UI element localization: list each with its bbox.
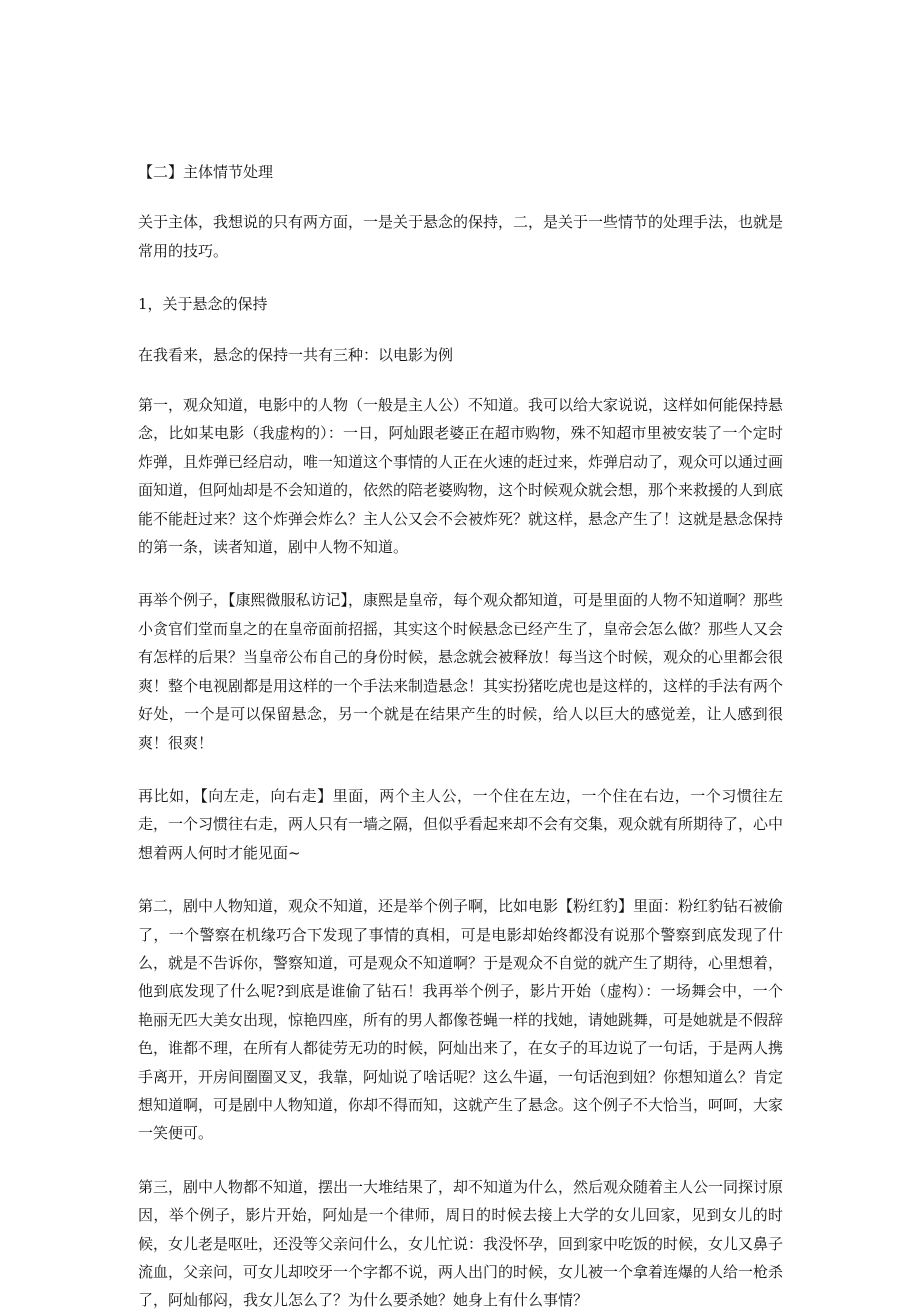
paragraph-first-type: 第一，观众知道，电影中的人物（一般是主人公）不知道。我可以给大家说说，这样如何能保持悬念，比如某电影（我虚构的）：一日，阿灿跟老婆正在超市购物，殊不知超市里被安装了一个定时炸弹，且炸弹已经启动，唯一知道这个事情的人正在火速的赶过来，炸弹启动了，观众可以通过画面知道，但阿灿却是不会知道的，依然的陪老婆购物，这个时候观众就会想，那个来救援的人到底能不能赶过来？这个炸弹会炸么？主人公又会不会被炸死？就这样，悬念产生了！这就是悬念保持的第一条，读者知道，剧中人物不知道。	[138, 396, 784, 557]
section-heading: 【二】主体情节处理	[138, 163, 274, 181]
subsection-title: 1，关于悬念的保持	[138, 295, 268, 314]
lead-paragraph: 在我看来，悬念的保持一共有三种：以电影为例	[138, 345, 454, 364]
paragraph-left-right-example: 再比如，【向左走，向右走】里面，两个主人公，一个住在左边，一个住在右边，一个习惯往左走，一个习惯往右走，两人只有一墙之隔，但似乎看起来却不会有交集，观众就有所期待了，心中想着两人何时才能见面~	[138, 786, 784, 862]
document-body	[138, 158, 783, 1315]
intro-paragraph: 关于主体，我想说的只有两方面，一是关于悬念的保持，二，是关于一些情节的处理手法，也就是常用的技巧。	[138, 213, 784, 260]
paragraph-third-type: 第三，剧中人物都不知道，摆出一大堆结果了，却不知道为什么，然后观众随着主人公一同探讨原因，举个例子，影片开始，阿灿是一个律师，周日的时候去接上大学的女儿回家，见到女儿的时候，女儿老是呕吐，还没等父亲问什么，女儿忙说：我没怀孕，回到家中吃饭的时候，女儿又鼻子流血，父亲问，可女儿却咬牙一个字都不说，两人出门的时候，女儿被一个拿着连爆的人给一枪杀了，阿灿郁闷，我女儿怎么了？为什么要杀她？她身上有什么事情？	[138, 1177, 784, 1310]
paragraph-second-type: 第二，剧中人物知道，观众不知道，还是举个例子啊，比如电影【粉红豹】里面：粉红豹钻石被偷了，一个警察在机缘巧合下发现了事情的真相，可是电影却始终都没有说那个警察到底发现了什么，就是不告诉你，警察知道，可是观众不知道啊？于是观众不自觉的就产生了期待，心里想着，他到底发现了什么呢?到底是谁偷了钻石！我再举个例子，影片开始（虚构）：一场舞会中，一个艳丽无匹大美女出现，惊艳四座，所有的男人都像苍蝇一样的找她，请她跳舞，可是她就是不假辞色，谁都不理，在所有人都徒劳无功的时候，阿灿出来了，在女子的耳边说了一句话，于是两人携手离开，开房间圈圈叉叉，我靠，阿灿说了啥话呢？这么牛逼，一句话泡到妞？你想知道么？肯定想知道啊，可是剧中人物知道，你却不得而知，这就产生了悬念。这个例子不大恰当，呵呵，大家一笑便可。	[138, 897, 784, 1143]
paragraph-kangxi-example: 再举个例子，【康熙微服私访记】，康熙是皇帝，每个观众都知道，可是里面的人物不知道啊？那些小贪官们堂而皇之的在皇帝面前招摇，其实这个时候悬念已经产生了，皇帝会怎么做？那些人又会有怎样的后果？当皇帝公布自己的身份时候，悬念就会被释放！每当这个时候，观众的心里都会很爽！整个电视剧都是用这样的一个手法来制造悬念！其实扮猪吃虎也是这样的，这样的手法有两个好处，一个是可以保留悬念，另一个就是在结果产生的时候，给人以巨大的感觉差，让人感到很爽！很爽！	[138, 591, 784, 752]
